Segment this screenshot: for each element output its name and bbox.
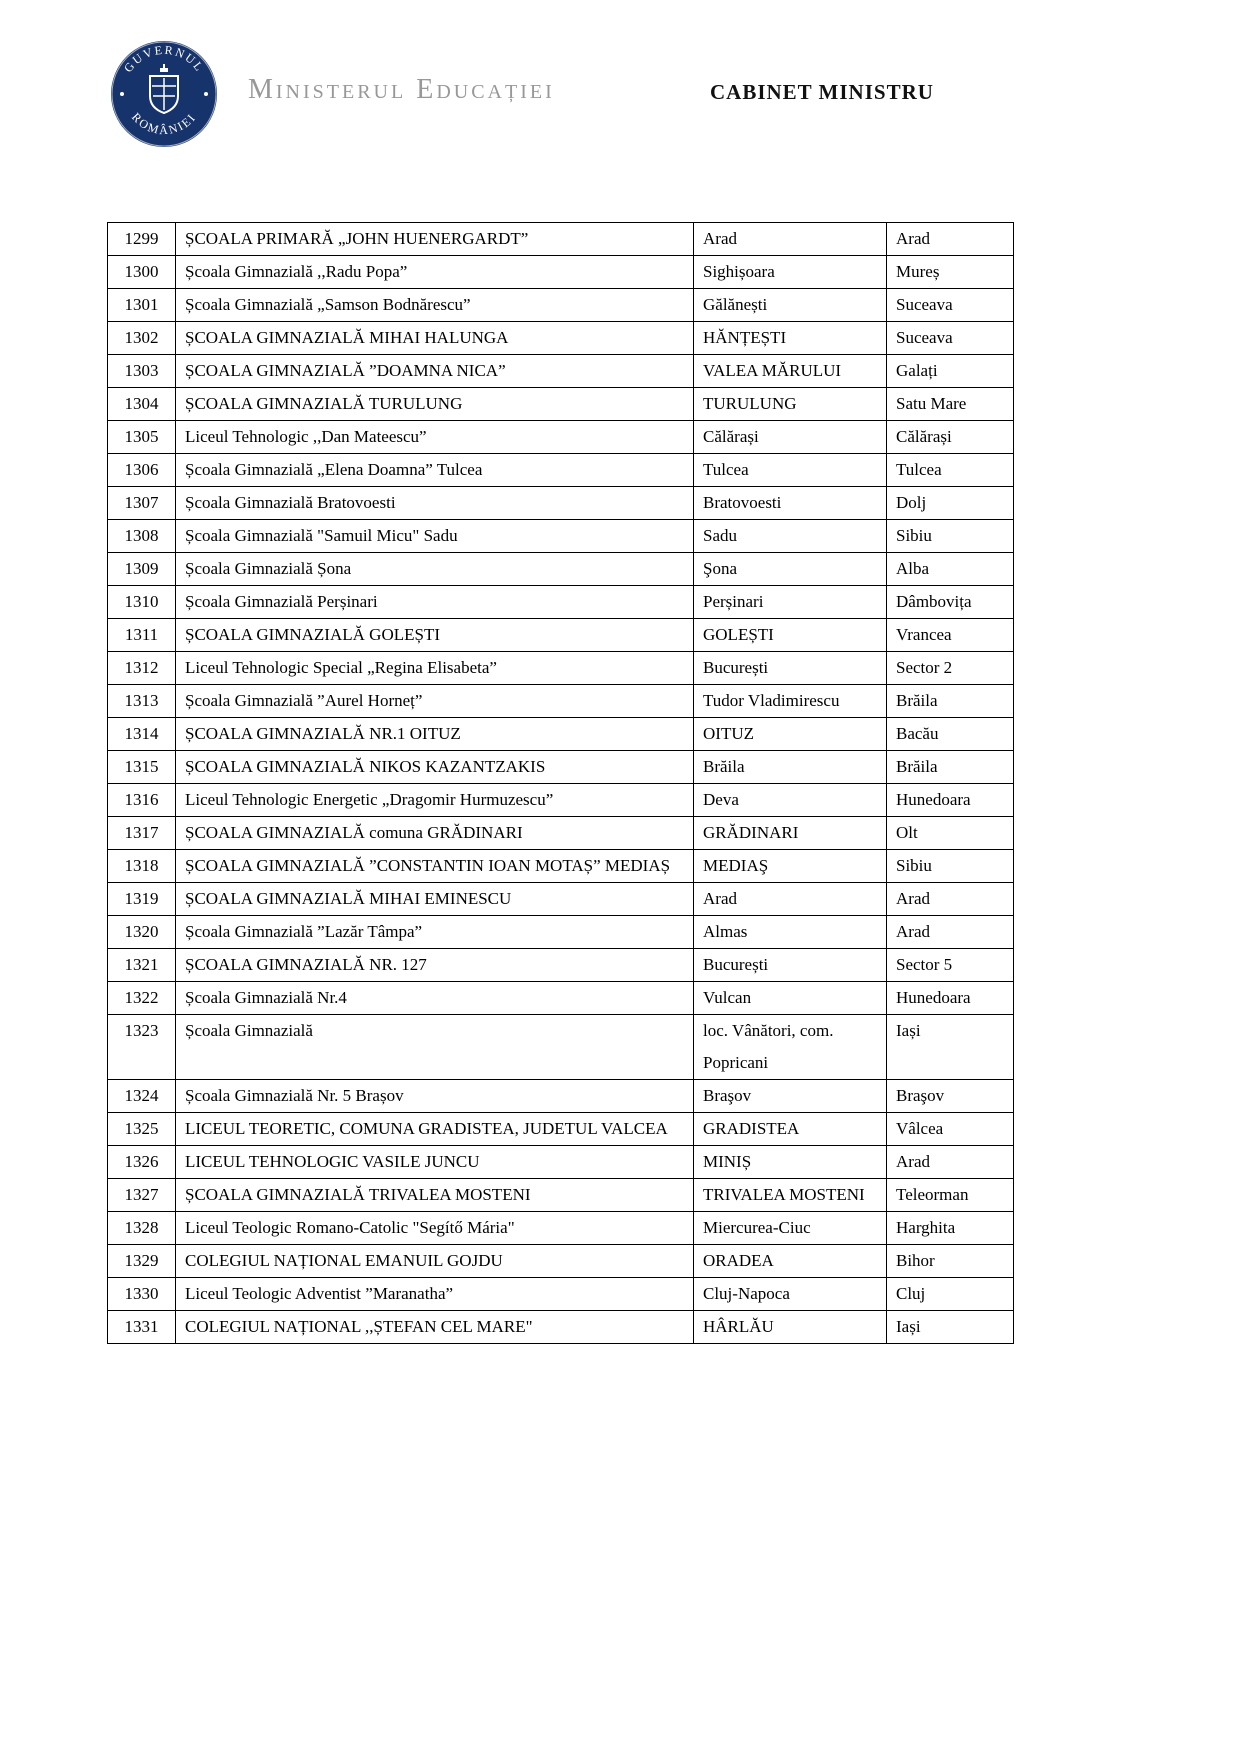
cell-locality: Tudor Vladimirescu: [694, 685, 887, 718]
cell-school-name: COLEGIUL NAȚIONAL EMANUIL GOJDU: [176, 1245, 694, 1278]
cell-county: Hunedoara: [887, 784, 1014, 817]
cell-row-number: 1305: [108, 421, 176, 454]
table-row: [108, 784, 1014, 817]
cell-school-name: ȘCOALA PRIMARĂ „JOHN HUENERGARDT”: [176, 223, 694, 256]
cell-locality: HĂNȚEȘTI: [694, 322, 887, 355]
table-row: [108, 1113, 1014, 1146]
cell-row-number: 1324: [108, 1080, 176, 1113]
table-row: [108, 421, 1014, 454]
cell-county: Arad: [887, 223, 1014, 256]
cell-locality: Vulcan: [694, 982, 887, 1015]
cell-locality: GOLEȘTI: [694, 619, 887, 652]
cell-school-name: ȘCOALA GIMNAZIALĂ ”CONSTANTIN IOAN MOTAȘ” MEDIAȘ: [176, 850, 694, 883]
cell-county: Dolj: [887, 487, 1014, 520]
cell-locality: Cluj-Napoca: [694, 1278, 887, 1311]
cell-row-number: 1307: [108, 487, 176, 520]
cell-school-name: Școala Gimnazială: [176, 1015, 694, 1080]
table-row: [108, 1245, 1014, 1278]
table-row: [108, 883, 1014, 916]
cabinet-title: CABINET MINISTRU: [710, 80, 934, 104]
cell-school-name: Liceul Teologic Adventist ”Maranatha”: [176, 1278, 694, 1311]
cell-locality: loc. Vânători, com. Popricani: [694, 1015, 887, 1080]
cell-school-name: Școala Gimnazială "Samuil Micu" Sadu: [176, 520, 694, 553]
cell-row-number: 1316: [108, 784, 176, 817]
table-row: [108, 1278, 1014, 1311]
cell-school-name: ȘCOALA GIMNAZIALĂ comuna GRĂDINARI: [176, 817, 694, 850]
cell-county: Sector 5: [887, 949, 1014, 982]
cell-row-number: 1317: [108, 817, 176, 850]
school-table-body: [108, 223, 1014, 1344]
table-row: [108, 586, 1014, 619]
table-row: [108, 487, 1014, 520]
cell-row-number: 1301: [108, 289, 176, 322]
cell-county: Brăila: [887, 685, 1014, 718]
cell-row-number: 1308: [108, 520, 176, 553]
cell-school-name: Școala Gimnazială ”Lazăr Tâmpa”: [176, 916, 694, 949]
cell-county: Sibiu: [887, 850, 1014, 883]
government-seal-icon: [110, 40, 218, 148]
cell-row-number: 1322: [108, 982, 176, 1015]
cell-school-name: Școala Gimnazială Șona: [176, 553, 694, 586]
cell-row-number: 1313: [108, 685, 176, 718]
cell-locality: Călărași: [694, 421, 887, 454]
cell-row-number: 1327: [108, 1179, 176, 1212]
table-row: [108, 982, 1014, 1015]
cell-row-number: 1331: [108, 1311, 176, 1344]
cell-county: Bacău: [887, 718, 1014, 751]
cell-row-number: 1323: [108, 1015, 176, 1080]
cell-row-number: 1304: [108, 388, 176, 421]
logo-bottom-text: ROMÂNIEI: [128, 109, 199, 138]
cell-school-name: ȘCOALA GIMNAZIALĂ NR. 127: [176, 949, 694, 982]
cell-school-name: ȘCOALA GIMNAZIALĂ ”DOAMNA NICA”: [176, 355, 694, 388]
cell-row-number: 1328: [108, 1212, 176, 1245]
cell-county: Alba: [887, 553, 1014, 586]
cell-row-number: 1312: [108, 652, 176, 685]
cell-county: Călărași: [887, 421, 1014, 454]
cell-row-number: 1329: [108, 1245, 176, 1278]
cell-locality: Gălănești: [694, 289, 887, 322]
cell-county: Iași: [887, 1311, 1014, 1344]
cell-row-number: 1320: [108, 916, 176, 949]
table-row: [108, 388, 1014, 421]
cell-row-number: 1311: [108, 619, 176, 652]
table-row: [108, 520, 1014, 553]
cell-locality: București: [694, 652, 887, 685]
ministry-title: Ministerul Educației: [248, 74, 555, 105]
cell-locality: Perșinari: [694, 586, 887, 619]
cell-county: Arad: [887, 916, 1014, 949]
cell-locality: Şona: [694, 553, 887, 586]
cell-county: Brăila: [887, 751, 1014, 784]
cell-row-number: 1300: [108, 256, 176, 289]
table-row: [108, 1179, 1014, 1212]
cell-school-name: LICEUL TEORETIC, COMUNA GRADISTEA, JUDETUL VALCEA: [176, 1113, 694, 1146]
schools-table-container: [107, 222, 1014, 1344]
cell-school-name: ȘCOALA GIMNAZIALĂ MIHAI HALUNGA: [176, 322, 694, 355]
cell-row-number: 1318: [108, 850, 176, 883]
cell-locality: HÂRLĂU: [694, 1311, 887, 1344]
cell-school-name: COLEGIUL NAȚIONAL ,,ȘTEFAN CEL MARE": [176, 1311, 694, 1344]
table-row: [108, 1146, 1014, 1179]
cell-row-number: 1299: [108, 223, 176, 256]
cell-locality: TRIVALEA MOSTENI: [694, 1179, 887, 1212]
cell-locality: Bratovoesti: [694, 487, 887, 520]
cell-county: Mureș: [887, 256, 1014, 289]
table-row: [108, 322, 1014, 355]
cell-county: Galați: [887, 355, 1014, 388]
page-header: [0, 0, 1241, 222]
cell-county: Suceava: [887, 322, 1014, 355]
cell-locality: TURULUNG: [694, 388, 887, 421]
cell-county: Tulcea: [887, 454, 1014, 487]
cell-locality: Braşov: [694, 1080, 887, 1113]
table-row: [108, 289, 1014, 322]
table-row: [108, 1015, 1014, 1080]
cell-locality: OITUZ: [694, 718, 887, 751]
cell-locality: Deva: [694, 784, 887, 817]
cell-county: Harghita: [887, 1212, 1014, 1245]
cell-row-number: 1326: [108, 1146, 176, 1179]
cell-school-name: Liceul Tehnologic Special „Regina Elisabeta”: [176, 652, 694, 685]
cell-row-number: 1306: [108, 454, 176, 487]
cell-school-name: Școala Gimnazială „Samson Bodnărescu”: [176, 289, 694, 322]
cell-county: Cluj: [887, 1278, 1014, 1311]
cell-county: Iași: [887, 1015, 1014, 1080]
cell-row-number: 1302: [108, 322, 176, 355]
table-row: [108, 1311, 1014, 1344]
table-row: [108, 619, 1014, 652]
table-row: [108, 652, 1014, 685]
cell-row-number: 1321: [108, 949, 176, 982]
table-row: [108, 355, 1014, 388]
cell-locality: ORADEA: [694, 1245, 887, 1278]
cell-school-name: ȘCOALA GIMNAZIALĂ TRIVALEA MOSTENI: [176, 1179, 694, 1212]
cell-school-name: ȘCOALA GIMNAZIALĂ NIKOS KAZANTZAKIS: [176, 751, 694, 784]
government-logo: [110, 40, 218, 148]
cell-locality: Brăila: [694, 751, 887, 784]
table-row: [108, 1212, 1014, 1245]
table-row: [108, 850, 1014, 883]
cell-locality: MEDIAŞ: [694, 850, 887, 883]
cell-county: Sibiu: [887, 520, 1014, 553]
cell-row-number: 1325: [108, 1113, 176, 1146]
cell-school-name: Liceul Tehnologic ,,Dan Mateescu”: [176, 421, 694, 454]
table-row: [108, 256, 1014, 289]
cell-locality: VALEA MĂRULUI: [694, 355, 887, 388]
table-row: [108, 949, 1014, 982]
table-row: [108, 718, 1014, 751]
table-row: [108, 454, 1014, 487]
cell-county: Hunedoara: [887, 982, 1014, 1015]
cell-school-name: ȘCOALA GIMNAZIALĂ TURULUNG: [176, 388, 694, 421]
cell-locality: Miercurea-Ciuc: [694, 1212, 887, 1245]
cell-county: Dâmbovița: [887, 586, 1014, 619]
cell-school-name: Școala Gimnazială Bratovoesti: [176, 487, 694, 520]
cell-school-name: Școala Gimnazială ”Aurel Horneț”: [176, 685, 694, 718]
cell-county: Vâlcea: [887, 1113, 1014, 1146]
cell-locality: GRADISTEA: [694, 1113, 887, 1146]
cell-school-name: Școala Gimnazială ,,Radu Popa”: [176, 256, 694, 289]
cell-school-name: Școala Gimnazială Nr.4: [176, 982, 694, 1015]
cell-row-number: 1315: [108, 751, 176, 784]
cell-locality: București: [694, 949, 887, 982]
cell-locality: Tulcea: [694, 454, 887, 487]
cell-row-number: 1314: [108, 718, 176, 751]
cell-locality: Arad: [694, 223, 887, 256]
cell-county: Arad: [887, 883, 1014, 916]
logo-top-text: GUVERNUL: [120, 42, 208, 76]
cell-locality: MINIȘ: [694, 1146, 887, 1179]
cell-county: Braşov: [887, 1080, 1014, 1113]
cell-school-name: Liceul Tehnologic Energetic „Dragomir Hurmuzescu”: [176, 784, 694, 817]
cell-locality: Sadu: [694, 520, 887, 553]
table-row: [108, 223, 1014, 256]
table-row: [108, 751, 1014, 784]
cell-school-name: Școala Gimnazială „Elena Doamna” Tulcea: [176, 454, 694, 487]
cell-school-name: ȘCOALA GIMNAZIALĂ GOLEȘTI: [176, 619, 694, 652]
table-row: [108, 553, 1014, 586]
cell-county: Vrancea: [887, 619, 1014, 652]
cell-school-name: Școala Gimnazială Nr. 5 Brașov: [176, 1080, 694, 1113]
table-row: [108, 685, 1014, 718]
cell-county: Teleorman: [887, 1179, 1014, 1212]
cell-row-number: 1330: [108, 1278, 176, 1311]
cell-row-number: 1310: [108, 586, 176, 619]
cell-school-name: Liceul Teologic Romano-Catolic "Segítő Mária": [176, 1212, 694, 1245]
cell-school-name: LICEUL TEHNOLOGIC VASILE JUNCU: [176, 1146, 694, 1179]
table-row: [108, 1080, 1014, 1113]
cell-county: Suceava: [887, 289, 1014, 322]
cell-row-number: 1309: [108, 553, 176, 586]
cell-locality: Almas: [694, 916, 887, 949]
cell-locality: Arad: [694, 883, 887, 916]
cell-county: Olt: [887, 817, 1014, 850]
table-row: [108, 916, 1014, 949]
schools-table: [107, 222, 1014, 1344]
table-row: [108, 817, 1014, 850]
cell-locality: Sighișoara: [694, 256, 887, 289]
cell-row-number: 1303: [108, 355, 176, 388]
cell-locality: GRĂDINARI: [694, 817, 887, 850]
cell-school-name: ȘCOALA GIMNAZIALĂ MIHAI EMINESCU: [176, 883, 694, 916]
cell-county: Bihor: [887, 1245, 1014, 1278]
cell-row-number: 1319: [108, 883, 176, 916]
cell-school-name: ȘCOALA GIMNAZIALĂ NR.1 OITUZ: [176, 718, 694, 751]
cell-county: Arad: [887, 1146, 1014, 1179]
cell-school-name: Școala Gimnazială Perșinari: [176, 586, 694, 619]
cell-county: Satu Mare: [887, 388, 1014, 421]
cell-county: Sector 2: [887, 652, 1014, 685]
